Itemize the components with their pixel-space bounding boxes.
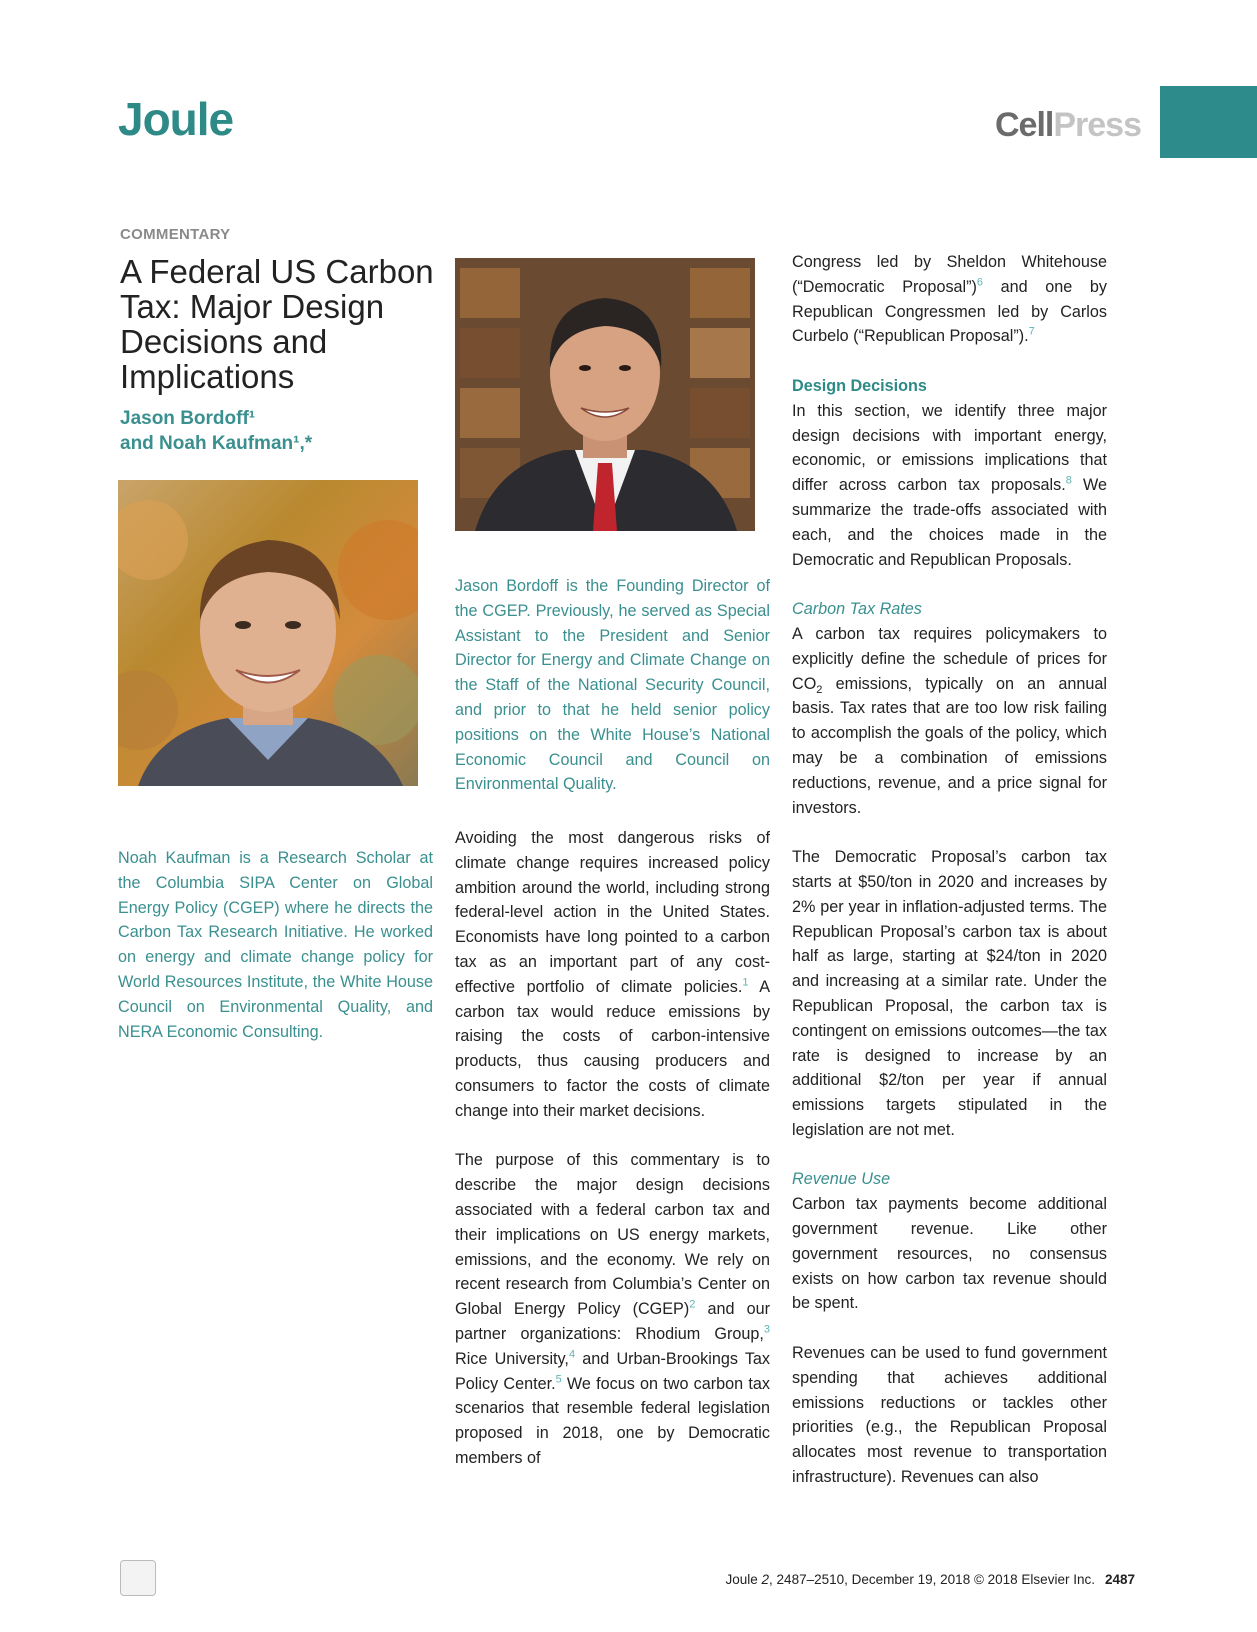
author-list xyxy=(120,406,450,456)
footnote-ref[interactable]: 3 xyxy=(763,1323,770,1336)
article-type-label: COMMENTARY xyxy=(120,226,231,243)
body-column-2 xyxy=(455,826,770,1471)
body-paragraph: In this section, we identify three major design decisions with important energy, economic, or emissions implications that differ across carbon tax proposals.$^8$ We summarize the trade-offs associated with each, and the choices made in the Democratic and Republican Proposals. xyxy=(792,401,1107,569)
body-paragraph: The purpose of this commentary is to describe the major design decisions associated with a federal carbon tax and their implications on US energy markets, emissions, and the economy. We rely on recent research from Columbia’s Center on Global Energy Policy (CGEP)$^2$ and our partner organizations: Rhodium Group,$^3$ Rice University,$^4$ and Urban-Brookings Tax Policy Center.$^5$ We focus on two carbon tax scenarios that resemble federal legislation proposed in 2018, one by Democratic members of xyxy=(455,1151,771,1467)
footnote-ref[interactable]: 6 xyxy=(976,276,984,289)
journal-logo: Joule xyxy=(118,93,234,145)
footnote-ref[interactable]: 8 xyxy=(1065,474,1072,487)
footnote-ref[interactable]: 5 xyxy=(555,1373,562,1386)
body-paragraph: Avoiding the most dangerous risks of climate change requires increased policy ambition around the world, including strong federal-level action in the United States. Economists have long pointed to a carbon tax as an important part of any cost-effective portfolio of climate policies.$^1$ A carbon tax would reduce emissions by raising the costs of carbon-intensive products, thus causing producers and consumers to factor the costs of climate change into their market decisions. xyxy=(455,829,770,1120)
subsection-heading: Carbon Tax Rates xyxy=(792,600,922,619)
body-paragraph: A carbon tax requires policymakers to explicitly define the schedule of prices for $CO_2$ emissions, typically on an annual basis. Tax rates that are too low risk failing to accomplish the goals of the policy, which may be a combination of emissions reductions, revenue, and a price signal for investors. xyxy=(792,624,1107,817)
subsection-heading: Revenue Use xyxy=(792,1170,891,1189)
section-heading: Design Decisions xyxy=(792,376,927,395)
footnote-ref[interactable]: 1 xyxy=(742,976,749,989)
author-line-2: and Noah Kaufman¹,* xyxy=(120,433,313,454)
footnote-ref[interactable]: 2 xyxy=(689,1298,696,1311)
footnote-ref[interactable]: 4 xyxy=(568,1348,576,1361)
check-for-updates-icon[interactable] xyxy=(120,1560,156,1596)
article-title: A Federal US Carbon Tax: Major Design Decisions and Implications xyxy=(120,253,434,395)
body-paragraph: Congress led by Sheldon Whitehouse (“Democratic Proposal”)$^6$ and one by Republican Congressmen led by Carlos Curbelo (“Republican Proposal”).$^7$ xyxy=(792,253,1107,346)
author-photo-bordoff xyxy=(455,258,755,531)
publisher-logo xyxy=(995,106,1141,145)
body-paragraph: The Democratic Proposal’s carbon tax starts at $50/ton in 2020 and increases by 2% per year in inflation-adjusted terms. The Republican Proposal’s carbon tax is about half as large, starting at $24/ton in 2020 and increasing at a similar rate. Under the Republican Proposal, the carbon tax is contingent on emissions outcomes—the tax rate is designed to increase by an additional $2/ton per year if annual emissions targets stipulated in the legislation are not met. xyxy=(792,848,1107,1139)
page-footer: Joule 2, 2487–2510, December 19, 2018 © 2018 Elsevier Inc. 2487 xyxy=(725,1572,1135,1587)
author-bio-bordoff: Jason Bordoff is the Founding Director of the CGEP. Previously, he served as Special Assistant to the President and Senior Director for Energy and Climate Change on the Staff of the National Security Council, and prior to that he held senior policy positions on the White House’s National Economic Council and Council on Environmental Quality. xyxy=(455,577,770,794)
publisher-logo-press: Press xyxy=(1053,106,1141,144)
footnote-ref[interactable]: 7 xyxy=(1028,326,1035,338)
journal-color-tab xyxy=(1160,86,1257,158)
body-paragraph: Revenues can be used to fund government spending that achieves additional emissions reductions or tackles other priorities (e.g., the Republican Proposal allocates most revenue to transportation infrastructure). Revenues can also xyxy=(792,1344,1107,1487)
body-paragraph: Carbon tax payments become additional government revenue. Like other government resources, no consensus exists on how carbon tax revenue should be spent. xyxy=(792,1195,1107,1313)
body-column-3 xyxy=(792,250,1107,1490)
author-bio-kaufman: Noah Kaufman is a Research Scholar at the Columbia SIPA Center on Global Energy Policy (CGEP) where he directs the Carbon Tax Research Initiative. He worked on energy and climate change policy for World Resources Institute, the White House Council on Environmental Quality, and NERA Economic Consulting. xyxy=(118,849,433,1041)
publisher-logo-cell: Cell xyxy=(995,106,1054,144)
author-line-1: Jason Bordoff¹ xyxy=(120,408,256,429)
page-number: 2487 xyxy=(1104,1572,1135,1587)
author-photo-kaufman xyxy=(118,480,418,786)
